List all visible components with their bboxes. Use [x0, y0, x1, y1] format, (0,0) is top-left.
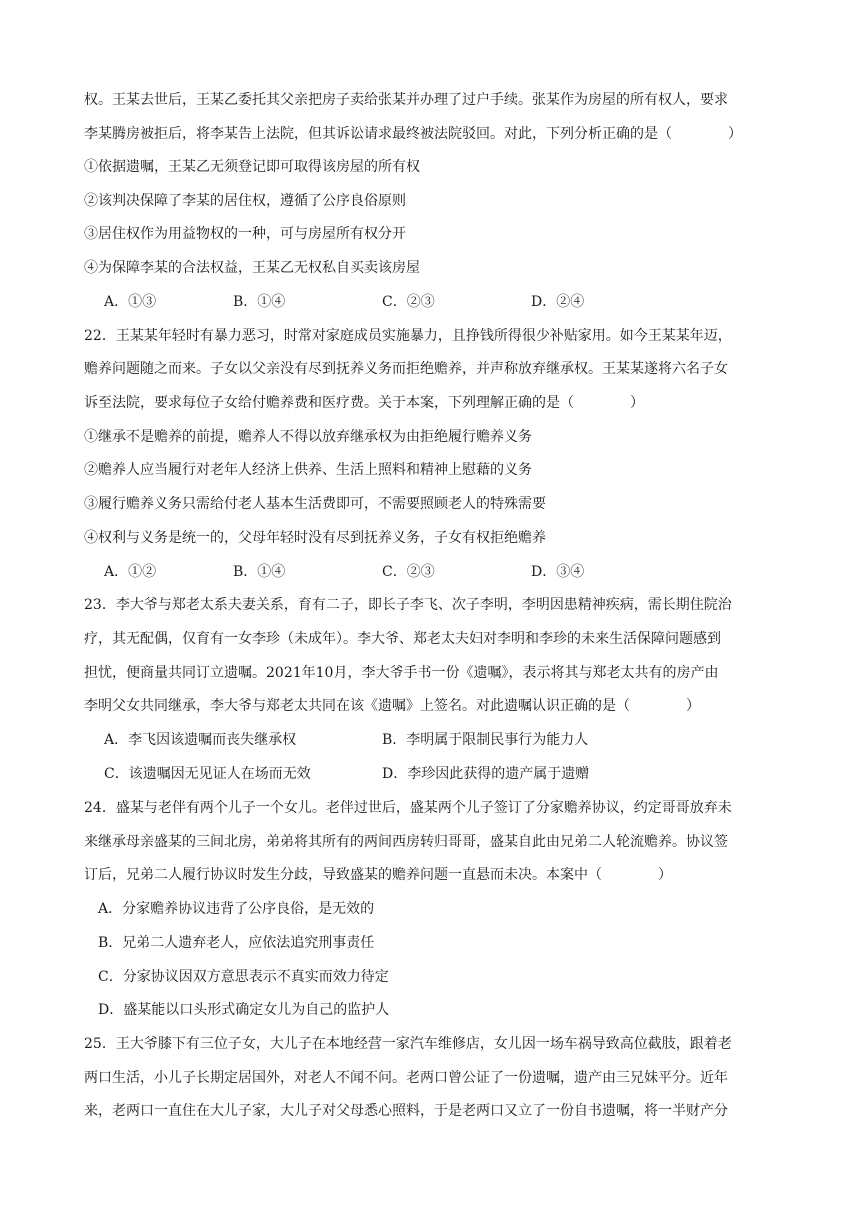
- option-c: C．②③: [382, 564, 435, 580]
- option-a: A．①②: [104, 564, 157, 580]
- option-b: B．①④: [233, 294, 286, 310]
- question-22-line: 赡养问题随之而来。子女以父亲没有尽到抚养义务而拒绝赡养，并声称放弃继承权。王某某遂将六名子女: [84, 361, 728, 377]
- statement-3: ③履行赡养义务只需给付老人基本生活费即可，不需要照顾老人的特殊需要: [84, 496, 546, 512]
- option-b: B．兄弟二人遗弃老人，应依法追究刑事责任: [84, 935, 375, 951]
- options-row-q23-cd: [0, 764, 860, 784]
- question-23-line: 23．李大爷与郑老太系夫妻关系，育有二子，即长子李飞、次子李明，李明因患精神疾病，需长期住院治: [84, 597, 732, 613]
- option-d: D．②④: [531, 294, 585, 310]
- question-22-line: 诉至法院，要求每位子女给付赡养费和医疗费。关于本案，下列理解正确的是（ ）: [84, 395, 644, 411]
- option-d: D．③④: [531, 564, 585, 580]
- option-c: C．②③: [382, 294, 435, 310]
- option-d: D．李珍因此获得的遗产属于遗赠: [382, 766, 590, 782]
- question-24-line: 来继承母亲盛某的三间北房，弟弟将其所有的两间西房转归哥哥，盛某自此由兄弟二人轮流赡养。协议签: [84, 834, 728, 850]
- question-24-line: 订后，兄弟二人履行协议时发生分歧，导致盛某的赡养问题一直悬而未决。本案中（ ）: [84, 867, 672, 883]
- question-23-line: 疗，其无配偶，仅育有一女李珍（未成年）。李大爷、郑老太夫妇对李明和李珍的未来生活保障问题感到: [84, 631, 721, 647]
- text-line: 权。王某去世后，王某乙委托其父亲把房子卖给张某并办理了过户手续。张某作为房屋的所有权人，要求: [84, 92, 728, 108]
- question-25-line: 来，老两口一直住在大儿子家，大儿子对父母悉心照料，于是老两口又立了一份自书遗嘱，将一半财产分: [84, 1103, 728, 1119]
- option-d: D．盛某能以口头形式确定女儿为自己的监护人: [84, 1002, 390, 1018]
- question-23-line: 李明父女共同继承，李大爷与郑老太共同在该《遗嘱》上签名。对此遗嘱认识正确的是（ ）: [84, 698, 700, 714]
- question-25-line: 25．王大爷膝下有三位子女，大儿子在本地经营一家汽车维修店，女儿因一场车祸导致高位截肢，跟着老: [84, 1036, 732, 1052]
- statement-4: ④权利与义务是统一的，父母年轻时没有尽到抚养义务，子女有权拒绝赡养: [84, 530, 546, 546]
- option-a: A．李飞因该遗嘱而丧失继承权: [104, 732, 297, 748]
- option-c: C．分家协议因双方意思表示不真实而效力待定: [84, 969, 389, 985]
- statement-1: ①依据遗嘱，王某乙无须登记即可取得该房屋的所有权: [84, 159, 420, 175]
- options-row-q21: [0, 292, 860, 312]
- option-a: A．①③: [104, 294, 157, 310]
- question-22-line: 22．王某某年轻时有暴力恶习，时常对家庭成员实施暴力，且挣钱所得很少补贴家用。如今王某某年迈，: [84, 328, 732, 344]
- statement-2: ②赡养人应当履行对老年人经济上供养、生活上照料和精神上慰藉的义务: [84, 462, 532, 478]
- question-24-line: 24．盛某与老伴有两个儿子一个女儿。老伴过世后，盛某两个儿子签订了分家赡养协议，约定哥哥放弃未: [84, 800, 732, 816]
- statement-1: ①继承不是赡养的前提，赡养人不得以放弃继承权为由拒绝履行赡养义务: [84, 429, 532, 445]
- option-b: B．李明属于限制民事行为能力人: [382, 732, 589, 748]
- option-b: B．①④: [233, 564, 286, 580]
- statement-2: ②该判决保障了李某的居住权，遵循了公序良俗原则: [84, 193, 406, 209]
- option-c: C．该遗嘱因无见证人在场而无效: [104, 766, 311, 782]
- question-stem-line: 李某腾房被拒后，将李某告上法院，但其诉讼请求最终被法院驳回。对此，下列分析正确的是（ ）: [84, 126, 742, 142]
- options-row-q22: [0, 562, 860, 582]
- question-25-line: 两口生活，小儿子长期定居国外，对老人不闻不问。老两口曾公证了一份遗嘱，遗产由三兄妹平分。近年: [84, 1070, 728, 1086]
- option-a: A．分家赡养协议违背了公序良俗，是无效的: [84, 901, 375, 917]
- statement-4: ④为保障李某的合法权益，王某乙无权私自买卖该房屋: [84, 260, 420, 276]
- question-23-line: 担忧，便商量共同订立遗嘱。2021年10月，李大爷手书一份《遗嘱》，表示将其与郑老太共有的房产由: [84, 665, 719, 681]
- statement-3: ③居住权作为用益物权的一种，可与房屋所有权分开: [84, 226, 406, 242]
- options-row-q23-ab: [0, 730, 860, 750]
